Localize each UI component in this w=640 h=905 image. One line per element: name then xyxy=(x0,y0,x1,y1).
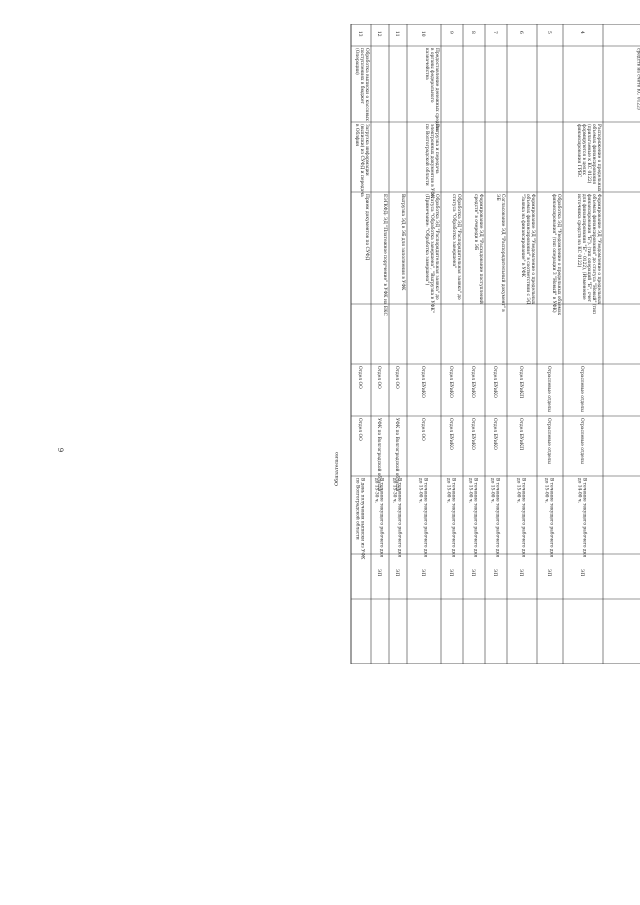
row-number: 13 xyxy=(357,31,363,37)
row-term: В течение текущего рабочего днядо 15-30 ч. xyxy=(373,478,384,558)
row-name: средств на счете КС 0122) xyxy=(635,48,640,110)
row-out-dept: Отраслевые отделы xyxy=(579,418,585,464)
row-responsible: Отдел ОО xyxy=(376,366,382,389)
row-ops: Обработка ЭД "Распорядительная заявка" достатуса "Обработка завершена" xyxy=(450,194,461,300)
side-note: Обязательно xyxy=(334,452,340,486)
row-term: В течение текущего рабочего днядо 15-00 ч. xyxy=(515,478,526,558)
row-term: В течение текущего рабочего днядо 15-00 ч. xyxy=(489,478,500,558)
row-responsible: Отдел БУиКО xyxy=(492,366,498,398)
row-responsible: Отдел ОО xyxy=(394,366,400,389)
row-out-dept: Отраслевые отделы xyxy=(546,418,552,464)
row-owner: ЭП xyxy=(420,569,426,577)
row-owner: ЭП xyxy=(448,569,454,577)
row-out-dept: Отдел БУиКО xyxy=(470,418,476,450)
row-owner: ЭП xyxy=(492,569,498,577)
row-owner: ЭП xyxy=(518,569,524,577)
row-out-dept: Отдел ОО xyxy=(420,418,426,441)
row-number: 6 xyxy=(518,31,524,34)
row-responsible: Отдел ОО xyxy=(357,366,363,389)
row-number: 8 xyxy=(470,31,476,34)
row-number: 9 xyxy=(448,31,454,34)
row-owner: ЭП xyxy=(579,569,585,577)
row-ops: Формирование ЭД "Уведомление о предельныхобъемах финансирования" в соответствии с ЭД"Заявка на финансирование" в УФК xyxy=(519,194,535,305)
row-owner: ЭП xyxy=(470,569,476,577)
row-term: В течение текущего рабочего днядо 15-30 ч. xyxy=(391,478,402,558)
row-number: 11 xyxy=(394,31,400,37)
row-ops: Согласование ЭД "Распорядительный документ" вЭБ xyxy=(494,194,505,312)
row-term: В течение текущего рабочего днядо 14-00 ч. xyxy=(576,478,587,558)
row-number: 4 xyxy=(579,31,585,34)
document-table xyxy=(8,24,640,664)
row-ops: Обработка ЭД "Распорядительная заявка" достатуса "Обработка завершена", "Выгрузка в УФК"(Примечание: "Обработка завершена") xyxy=(423,194,439,313)
row-short-desc: Выгрузка и передачаэлектронных документов в УФКпо Волгоградской области xyxy=(423,124,439,199)
row-number: 7 xyxy=(492,31,498,34)
row-responsible: Отдел БУиКО xyxy=(448,366,454,398)
row-name: Обработка выписки о кассовыхпоступлениях в бюджет(Операции) xyxy=(353,48,369,121)
row-term: В течение текущего рабочего днядо 15-00 ч. xyxy=(417,478,428,558)
row-owner: ЭП xyxy=(546,569,552,577)
row-responsible: Отраслевые отделы xyxy=(546,366,552,412)
row-out-dept: Отдел БУиКО xyxy=(448,418,454,450)
row-ops: Формирование ЭД "Уведомление о предельныхобъемах финансирования" до статуса "Новый" (типфинансирования "Б"). (тип операций "Б", счетдля финансирования "Б" - 0122), (Изменениеисточника средств на КС 0122) xyxy=(575,194,601,314)
row-ops: Прием документов по СУФД xyxy=(364,194,369,261)
row-out-dept: Отдел ОО xyxy=(357,418,363,441)
row-responsible: Отдел БУиКО xyxy=(420,366,426,398)
row-short-desc: Распоряжение о предельныхобъемах финансирования(прилагаемые к КС 0122)формируются в целяхфинансирования ГРБС xyxy=(575,124,601,192)
row-number: 12 xyxy=(376,31,382,37)
row-name: Предоставление денежных средствв органы федеральногоказначейства xyxy=(423,48,439,131)
rotated-table-canvas xyxy=(8,24,640,664)
table-border xyxy=(351,24,640,664)
row-ops: Формирование ЭД "Расходование поступленийсредств" в очереди в ЭБ xyxy=(472,194,483,304)
row-out-dept: Отдел БУиКО xyxy=(492,418,498,450)
row-responsible: Отдел БУиКО xyxy=(470,366,476,398)
row-ops: Обработка ЭД "Уведомление о предельных объемахфинансирования" (тип операции 3 "Новый" в УФК) xyxy=(550,194,561,316)
row-term: В день получения выписки из УФКпо Волгоградской области xyxy=(354,478,365,560)
row-ops: Выгрузка ЭД в ЭБ для заполнения в УФК xyxy=(400,194,405,291)
row-term: В течение текущего рабочего днядо 15-00 ч. xyxy=(543,478,554,558)
row-out-dept: Отдел БУиКП xyxy=(518,418,524,451)
row-out-dept: УФК по Волгоградской области xyxy=(394,418,400,492)
row-owner: ЭП xyxy=(394,569,400,577)
row-short-desc: Загрузка информации(выписки) из СУФД и передачав Облфин xyxy=(353,124,369,197)
row-ops: ЕЭГКФД: ЭД "Платежное поручение" в УФК на ЕКС xyxy=(382,194,387,316)
row-term: В течение текущего рабочего днядо 15-00 ч. xyxy=(445,478,456,558)
row-responsible: Отраслевые отделы xyxy=(579,366,585,412)
page-number: 9 xyxy=(56,447,65,453)
row-number: 5 xyxy=(546,31,552,34)
row-out-dept: УФК по Волгоградской области xyxy=(376,418,382,492)
row-responsible: Отдел БУиКП xyxy=(518,366,524,399)
row-owner: ЭП xyxy=(376,569,382,577)
row-number: 10 xyxy=(420,31,426,37)
row-term: В течение текущего рабочего днядо 15-00 ч. xyxy=(467,478,478,558)
